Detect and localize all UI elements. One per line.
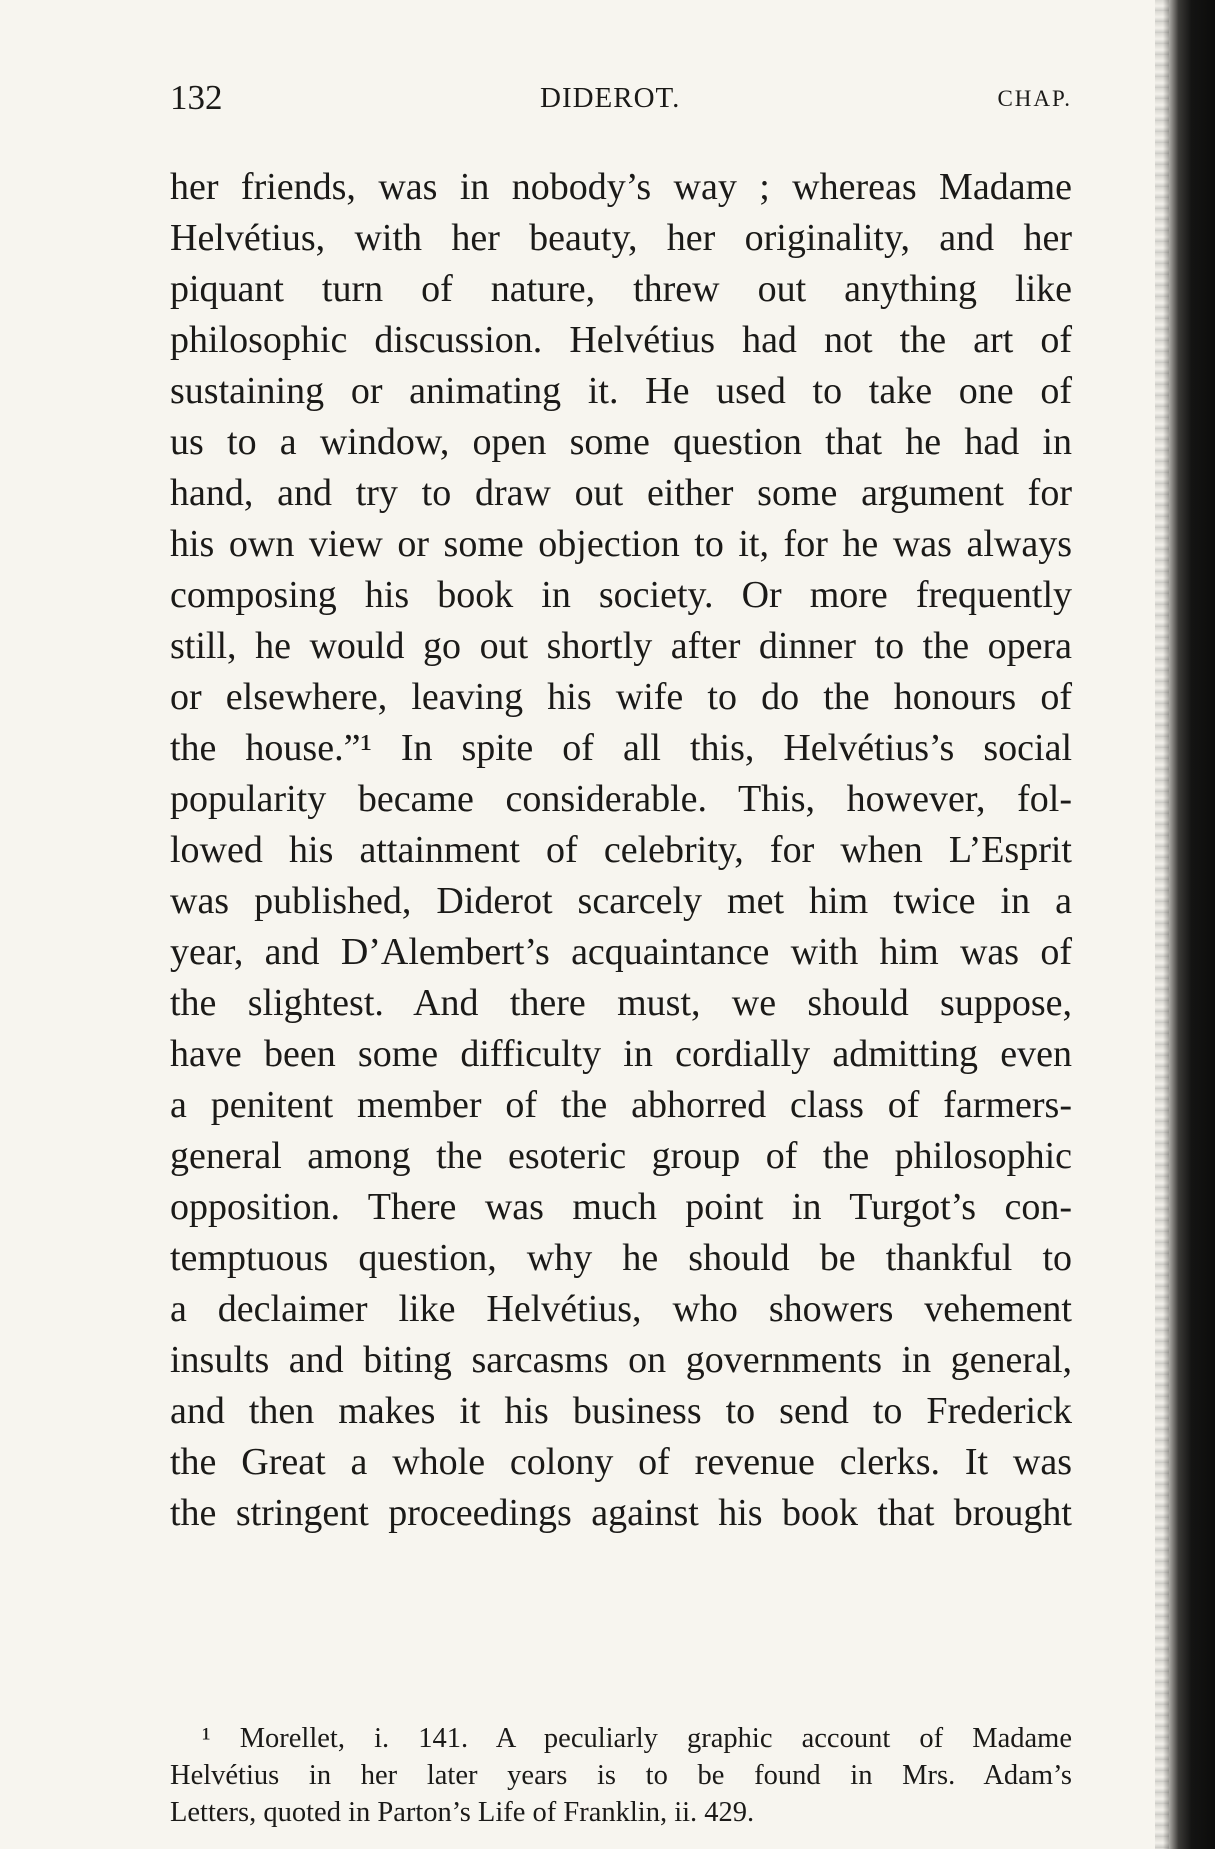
text-line: Helvétius, with her beauty, her originality, and her [170,217,1072,259]
body-text [170,162,1072,1539]
text-line: sustaining or animating it. He used to take one of [170,370,1072,412]
footnote-line: ¹ Morellet, i. 141. A peculiarly graphic account of Madame [202,1723,1072,1754]
text-line: year, and D’Alembert’s acquaintance with him was of [170,931,1072,973]
text-line: us to a window, open some question that he had in [170,421,1072,463]
text-line: her friends, was in nobody’s way ; whereas Madame [170,166,1072,208]
text-line: the Great a whole colony of revenue clerks. It was [170,1441,1072,1483]
text-line: his own view or some objection to it, for he was always [170,523,1072,565]
text-line: composing his book in society. Or more frequently [170,574,1072,616]
text-line: the slightest. And there must, we should suppose, [170,982,1072,1024]
text-line: or elsewhere, leaving his wife to do the honours of [170,676,1072,718]
text-line: general among the esoteric group of the philosophic [170,1135,1072,1177]
text-line: a penitent member of the abhorred class of farmers- [170,1084,1072,1126]
footnote-line: Letters, quoted in Parton’s Life of Franklin, ii. 429. [170,1797,755,1828]
page-edge-shadow [1163,0,1215,1849]
text-line: temptuous question, why he should be thankful to [170,1237,1072,1279]
text-line: insults and biting sarcasms on governments in general, [170,1339,1072,1381]
footnote [170,1720,1072,1831]
page-number: 132 [170,78,223,117]
running-header [170,78,1072,128]
chapter-label: CHAP. [997,86,1072,111]
text-line: was published, Diderot scarcely met him twice in a [170,880,1072,922]
page-edge-texture [1155,0,1169,1849]
text-line: opposition. There was much point in Turgot’s con- [170,1186,1072,1228]
text-line: hand, and try to draw out either some argument for [170,472,1072,514]
text-line: the house.”¹ In spite of all this, Helvétius’s social [170,727,1072,769]
footnote-line: Helvétius in her later years is to be found in Mrs. Adam’s [170,1760,1072,1791]
text-line: lowed his attainment of celebrity, for when L’Esprit [170,829,1072,871]
text-line: popularity became considerable. This, however, fol- [170,778,1072,820]
text-line: still, he would go out shortly after dinner to the opera [170,625,1072,667]
text-line: piquant turn of nature, threw out anything like [170,268,1072,310]
text-line: the stringent proceedings against his book that brought [170,1492,1072,1534]
running-title: DIDEROT. [540,82,681,114]
text-line: philosophic discussion. Helvétius had not the art of [170,319,1072,361]
text-line: have been some difficulty in cordially admitting even [170,1033,1072,1075]
text-line: and then makes it his business to send to Frederick [170,1390,1072,1432]
text-line: a declaimer like Helvétius, who showers vehement [170,1288,1072,1330]
